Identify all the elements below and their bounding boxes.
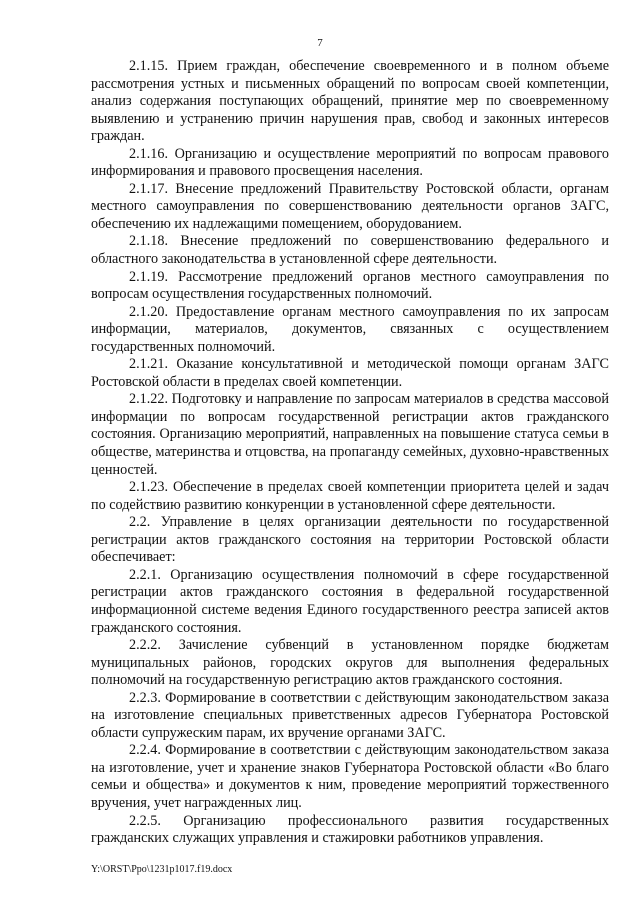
paragraph-2-1-16: 2.1.16. Организацию и осуществление мероприятий по вопросам правового информирования и правового просвещения населения. [91, 145, 609, 180]
paragraph-2-2-3: 2.2.3. Формирование в соответствии с действующим законодательством заказа на изготовление специальных приветственных адресов Губернатора Ростовской области супружеским парам, их вручение органами ЗАГС. [91, 689, 609, 741]
paragraph-2-1-20: 2.1.20. Предоставление органам местного самоуправления по их запросам информации, материалов, документов, связанных с осуществлением государственных полномочий. [91, 303, 609, 355]
paragraph-2-2-4: 2.2.4. Формирование в соответствии с действующим законодательством заказа на изготовление, учет и хранение знаков Губернатора Ростовской области «Во благо семьи и общества» и документов к ним, проведение мероприятий торжественного вручения, учет награжденных лиц. [91, 742, 609, 811]
paragraph-2-2-5: 2.2.5. Организацию профессионального развития государственных гражданских служащих управления и стажировки работников управления. [91, 812, 609, 847]
paragraph-2-1-15: 2.1.15. Прием граждан, обеспечение своевременного и в полном объеме рассмотрения устных и письменных обращений по вопросам своей компетенции, анализ содержания поступающих обращений, принятие мер по своевременному выявлению и устранению причин нарушения прав, свобод и законных интересов граждан. [91, 58, 609, 145]
paragraph-2-2: 2.2. Управление в целях организации деятельности по государственной регистрации актов гражданского состояния на территории Ростовской области обеспечивает: [91, 514, 609, 566]
paragraph-2-1-17: 2.1.17. Внесение предложений Правительству Ростовской области, органам местного самоуправления по совершенствованию деятельности органов ЗАГС, обеспечению их надлежащими помещением, оборудованием. [91, 180, 609, 232]
paragraph-2-2-1: 2.2.1. Организацию осуществления полномочий в сфере государственной регистрации актов гражданского состояния в федеральной государственной информационной системе ведения Единого государственного реестра записей актов гражданского состояния. [91, 566, 609, 636]
paragraph-2-1-23: 2.1.23. Обеспечение в пределах своей компетенции приоритета целей и задач по содействию развитию конкуренции в установленной сфере деятельности. [91, 479, 609, 513]
paragraph-2-1-18: 2.1.18. Внесение предложений по совершенствованию федерального и областного законодательства в установленной сфере деятельности. [91, 233, 609, 268]
paragraph-2-1-21: 2.1.21. Оказание консультативной и методической помощи органам ЗАГС Ростовской области в пределах своей компетенции. [91, 356, 609, 390]
paragraph-2-1-22: 2.1.22. Подготовку и направление по запросам материалов в средства массовой информации по вопросам государственной регистрации актов гражданского состояния. Организацию мероприятий, направленных на повышение статуса семьи в обществе, материнства и отцовства, на пропаганду семейных, духовно-нравственных ценностей. [91, 391, 609, 478]
file-path-footer: Y:\ORST\Ppo\1231p1017.f19.docx [91, 864, 233, 875]
document-body [91, 58, 609, 848]
paragraph-2-2-2: 2.2.2. Зачисление субвенций в установленном порядке бюджетам муниципальных районов, городских округов для выполнения федеральных полномочий на государственную регистрацию актов гражданского состояния. [91, 637, 609, 689]
paragraph-2-1-19: 2.1.19. Рассмотрение предложений органов местного самоуправления по вопросам осуществления государственных полномочий. [91, 268, 609, 303]
page-number: 7 [317, 37, 323, 49]
